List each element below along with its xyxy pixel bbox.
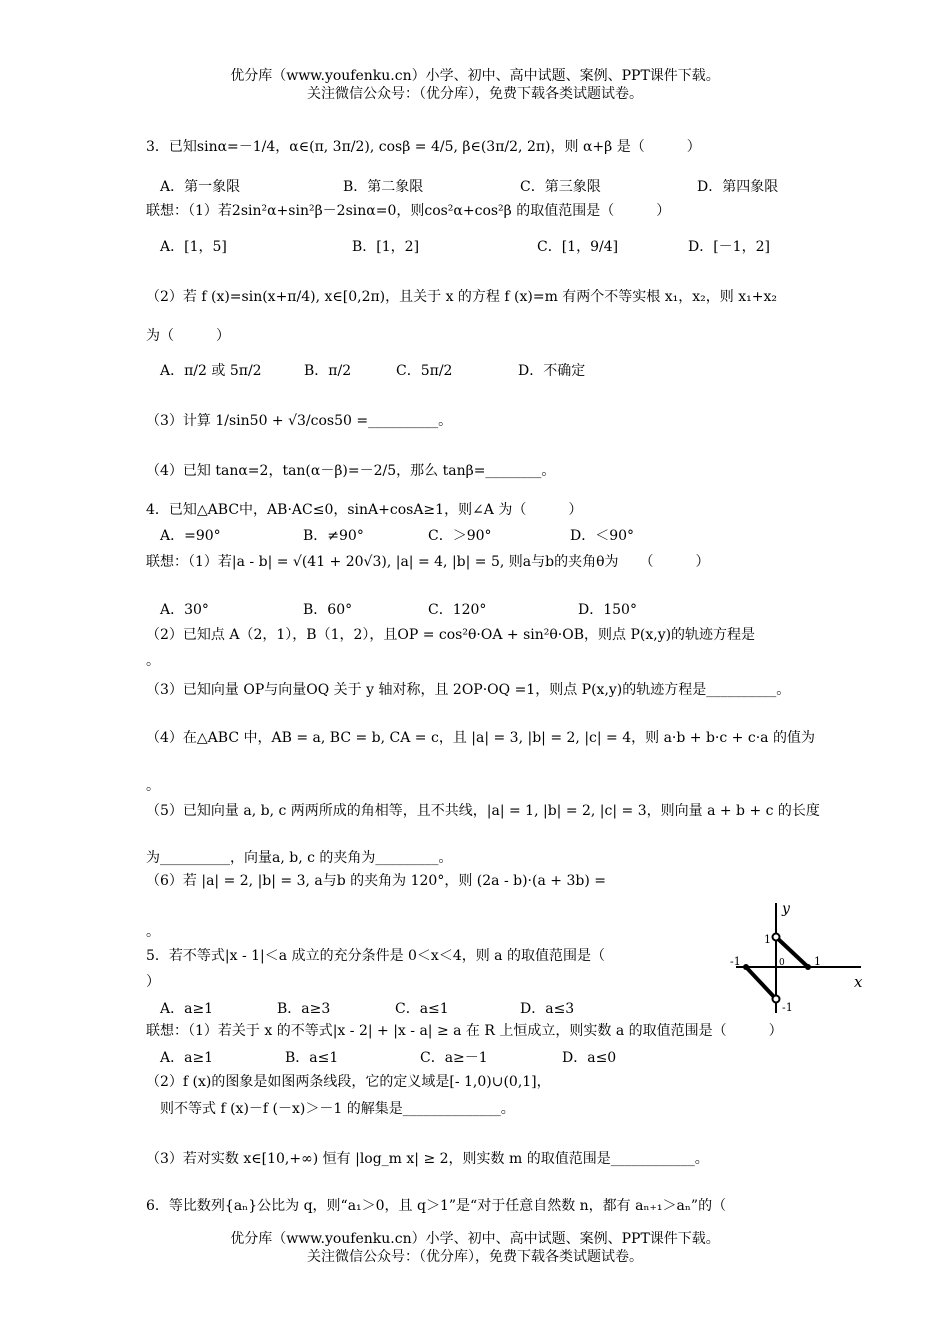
q3-option-b: B．第二象限 (343, 179, 424, 195)
q3-stem: 3．已知sinα=－1/4，α∈(π, 3π/2), cosβ = 4/5, β∈(3π/2, 2π)，则 α+β 是（ ） (146, 139, 701, 155)
q4-option-b: B．≠90° (303, 528, 364, 544)
q5-ext3: （3）若对实数 x∈[10,+∞) 恒有 |log_m x| ≥ 2，则实数 m 的取值范围是____________。 (146, 1151, 709, 1167)
q5-ext1-option-a: A．a≥1 (160, 1050, 214, 1066)
q5-option-a: A．a≥1 (160, 1001, 214, 1017)
q4-option-a: A．=90° (160, 528, 221, 544)
q4-ext5-cont: 为__________，向量a, b, c 的夹角为_________。 (146, 850, 453, 866)
footer-line-1: 优分库（www.youfenku.cn）小学、初中、高中试题、案例、PPT课件下载。 (230, 1231, 720, 1247)
q4-ext2-cont: 。 (146, 653, 160, 669)
q4-ext6-cont: 。 (146, 924, 160, 940)
q5-ext1-option-c: C．a≥－1 (420, 1050, 488, 1066)
q3-ext2-option-d: D．不确定 (518, 363, 586, 379)
q4-ext3: （3）已知向量 OP与向量OQ 关于 y 轴对称，且 2OP·OQ =1，则点 P(x,y)的轨迹方程是__________。 (146, 682, 791, 698)
q5-stem-cont: ） (146, 974, 160, 990)
q5-ext1-option-b: B．a≤1 (285, 1050, 339, 1066)
point-left-closed (743, 964, 749, 970)
header-line-1: 优分库（www.youfenku.cn）小学、初中、高中试题、案例、PPT课件下载。 (230, 68, 720, 84)
q3-option-c: C．第三象限 (520, 179, 601, 195)
q4-ext1-option-b: B．60° (303, 602, 353, 618)
footer-line-2: 关注微信公众号：（优分库），免费下载各类试题试卷。 (307, 1249, 643, 1265)
q3-ext2-stem: （2）若 f (x)=sin(x+π/4), x∈[0,2π)，且关于 x 的方程 f (x)=m 有两个不等实根 x₁，x₂，则 x₁+x₂ (146, 289, 777, 305)
q3-ext1-option-b: B．[1，2] (352, 239, 420, 255)
q4-ext1-option-d: D．150° (578, 602, 637, 618)
q3-ext1-option-d: D．[－1，2] (688, 239, 770, 255)
q4-ext1-option-a: A．30° (160, 602, 209, 618)
point-bottom-open (773, 996, 780, 1003)
q5-option-b: B．a≥3 (277, 1001, 331, 1017)
x-axis-label: x (854, 973, 863, 991)
q3-ext2-option-c: C．5π/2 (396, 363, 453, 379)
q4-ext2: （2）已知点 A（2，1），B（1，2），且OP = cos²θ·OA + sin²θ·OB，则点 P(x,y)的轨迹方程是 (146, 627, 756, 643)
q3-ext2-option-b: B．π/2 (304, 363, 352, 379)
q3-ext2-stem-cont: 为（ ） (146, 328, 230, 344)
q5-ext1-option-d: D．a≤0 (562, 1050, 617, 1066)
q4-ext5: （5）已知向量 a, b, c 两两所成的角相等，且不共线，|a| = 1, |b| = 2, |c| = 3，则向量 a + b + c 的长度 (146, 803, 820, 819)
origin-label: 0 (779, 958, 785, 968)
q5-stem: 5．若不等式|x - 1|＜a 成立的充分条件是 0＜x＜4，则 a 的取值范围是（ (146, 948, 605, 964)
q4-ext4-cont: 。 (146, 778, 160, 794)
q5-ext2: （2）f (x)的图象是如图两条线段，它的定义域是[- 1,0)∪(0,1]， (146, 1074, 551, 1090)
q4-ext6: （6）若 |a| = 2, |b| = 3, a与b 的夹角为 120°，则 (2a - b)·(a + 3b) = (146, 873, 606, 889)
tick-label-xm1: -1 (730, 955, 741, 968)
q5-option-d: D．a≤3 (520, 1001, 575, 1017)
tick-label-y1: 1 (764, 933, 771, 946)
q6-stem: 6．等比数列{aₙ}公比为 q，则“a₁＞0，且 q＞1”是“对于任意自然数 n，都有 aₙ₊₁＞aₙ”的（ (146, 1198, 727, 1214)
segment-left (746, 967, 776, 999)
q3-ext3: （3）计算 1/sin50 + √3/cos50 =__________。 (146, 413, 453, 429)
point-top-open (773, 934, 780, 941)
q4-option-c: C．＞90° (428, 528, 492, 544)
q4-ext4: （4）在△ABC 中，AB = a, BC = b, CA = c，且 |a| = 3, |b| = 2, |c| = 4，则 a·b + b·c + c·a 的值为 (146, 730, 815, 746)
q4-stem: 4．已知△ABC中，AB·AC≤0，sinA+cosA≥1，则∠A 为（ ） (146, 502, 583, 518)
q3-option-a: A．第一象限 (160, 179, 241, 195)
q4-ext1-stem: 联想：（1）若|a - b| = √(41 + 20√3), |a| = 4, |b| = 5, 则a与b的夹角θ为 （ ） (146, 554, 710, 570)
q4-option-d: D．＜90° (570, 528, 635, 544)
q3-ext4: （4）已知 tanα=2，tan(α－β)=－2/5，那么 tanβ=________。 (146, 463, 556, 479)
q3-ext1-option-a: A．[1，5] (160, 239, 227, 255)
y-axis-label: y (782, 901, 790, 917)
point-right-closed (805, 964, 811, 970)
q4-ext1-option-c: C．120° (428, 602, 487, 618)
q3-ext1-option-c: C．[1，9/4] (537, 239, 619, 255)
piecewise-graph (716, 895, 866, 1015)
q3-option-d: D．第四象限 (697, 179, 779, 195)
tick-label-ym1: -1 (782, 1001, 793, 1014)
q3-ext2-option-a: A．π/2 或 5π/2 (160, 363, 262, 379)
q5-option-c: C．a≤1 (395, 1001, 449, 1017)
header-line-2: 关注微信公众号：（优分库），免费下载各类试题试卷。 (307, 86, 643, 102)
q5-ext2-cont: 则不等式 f (x)－f (－x)＞－1 的解集是______________。 (160, 1101, 515, 1117)
q3-ext1-stem: 联想：（1）若2sin²α+sin²β－2sinα=0，则cos²α+cos²β 的取值范围是（ ） (146, 203, 671, 219)
tick-label-x1: 1 (814, 955, 821, 968)
q5-ext1-stem: 联想：（1）若关于 x 的不等式|x - 2| + |x - a| ≥ a 在 R 上恒成立，则实数 a 的取值范围是（ ） (146, 1023, 783, 1039)
